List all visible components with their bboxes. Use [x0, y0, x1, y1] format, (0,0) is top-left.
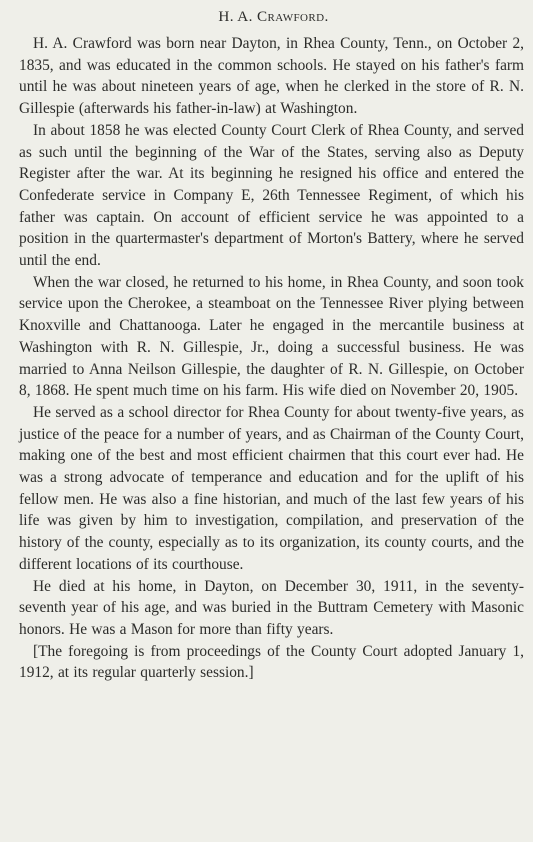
paragraph-public-service: He served as a school director for Rhea County for about twenty-five years, as justice of the peace for a number of years, and as Chairman of the County Court, making one of the best and most efficient chairmen that this court ever had. He was a strong advocate of temperance and education and for the uplift of his fellow men. He was also a fine historian, and much of the last few years of his life was given by him to investigation, compilation, and preservation of the history of the county, especially as to its organization, its county courts, and the different locations of its courthouse.: [19, 403, 524, 573]
paragraph-birth: H. A. Crawford was born near Dayton, in Rhea County, Tenn., on October 2, 1835, and was educated in the common schools. He stayed on his father's farm until he was about nineteen years of age, when he clerked in the store of R. N. Gillespie (afterwards his father-in-law) at Washington.: [19, 35, 524, 118]
document-page: [19, 6, 524, 684]
paragraph-after-war: When the war closed, he returned to his home, in Rhea County, and soon took service upon the Cherokee, a steamboat on the Tennessee River plying between Knoxville and Chattanooga. Later he engaged in the mercantile business at Washington with R. N. Gillespie, Jr., doing a successful business. He was married to Anna Neilson Gillespie, the daughter of R. N. Gillespie, on October 8, 1868. He spent much time on his farm. His wife died on November 20, 1905.: [19, 273, 524, 400]
title-text: H. A. Crawford.: [218, 8, 329, 25]
paragraph-war-service: In about 1858 he was elected County Court Clerk of Rhea County, and served as such until the beginning of the War of the States, serving also as Deputy Register after the war. At its beginning he resigned his office and entered the Confederate service in Company E, 26th Tennessee Regiment, of which his father was captain. On account of efficient service he was appointed to a position in the quartermaster's department of Morton's Battery, where he served until the end.: [19, 121, 524, 270]
page-title: [19, 6, 524, 27]
paragraph-death: He died at his home, in Dayton, on December 30, 1911, in the seventy-seventh year of his age, and was buried in the Buttram Cemetery with Masonic honors. He was a Mason for more than fifty years.: [19, 577, 524, 638]
paragraph-source-note: [The foregoing is from proceedings of the County Court adopted January 1, 1912, at its regular quarterly session.]: [19, 642, 524, 682]
